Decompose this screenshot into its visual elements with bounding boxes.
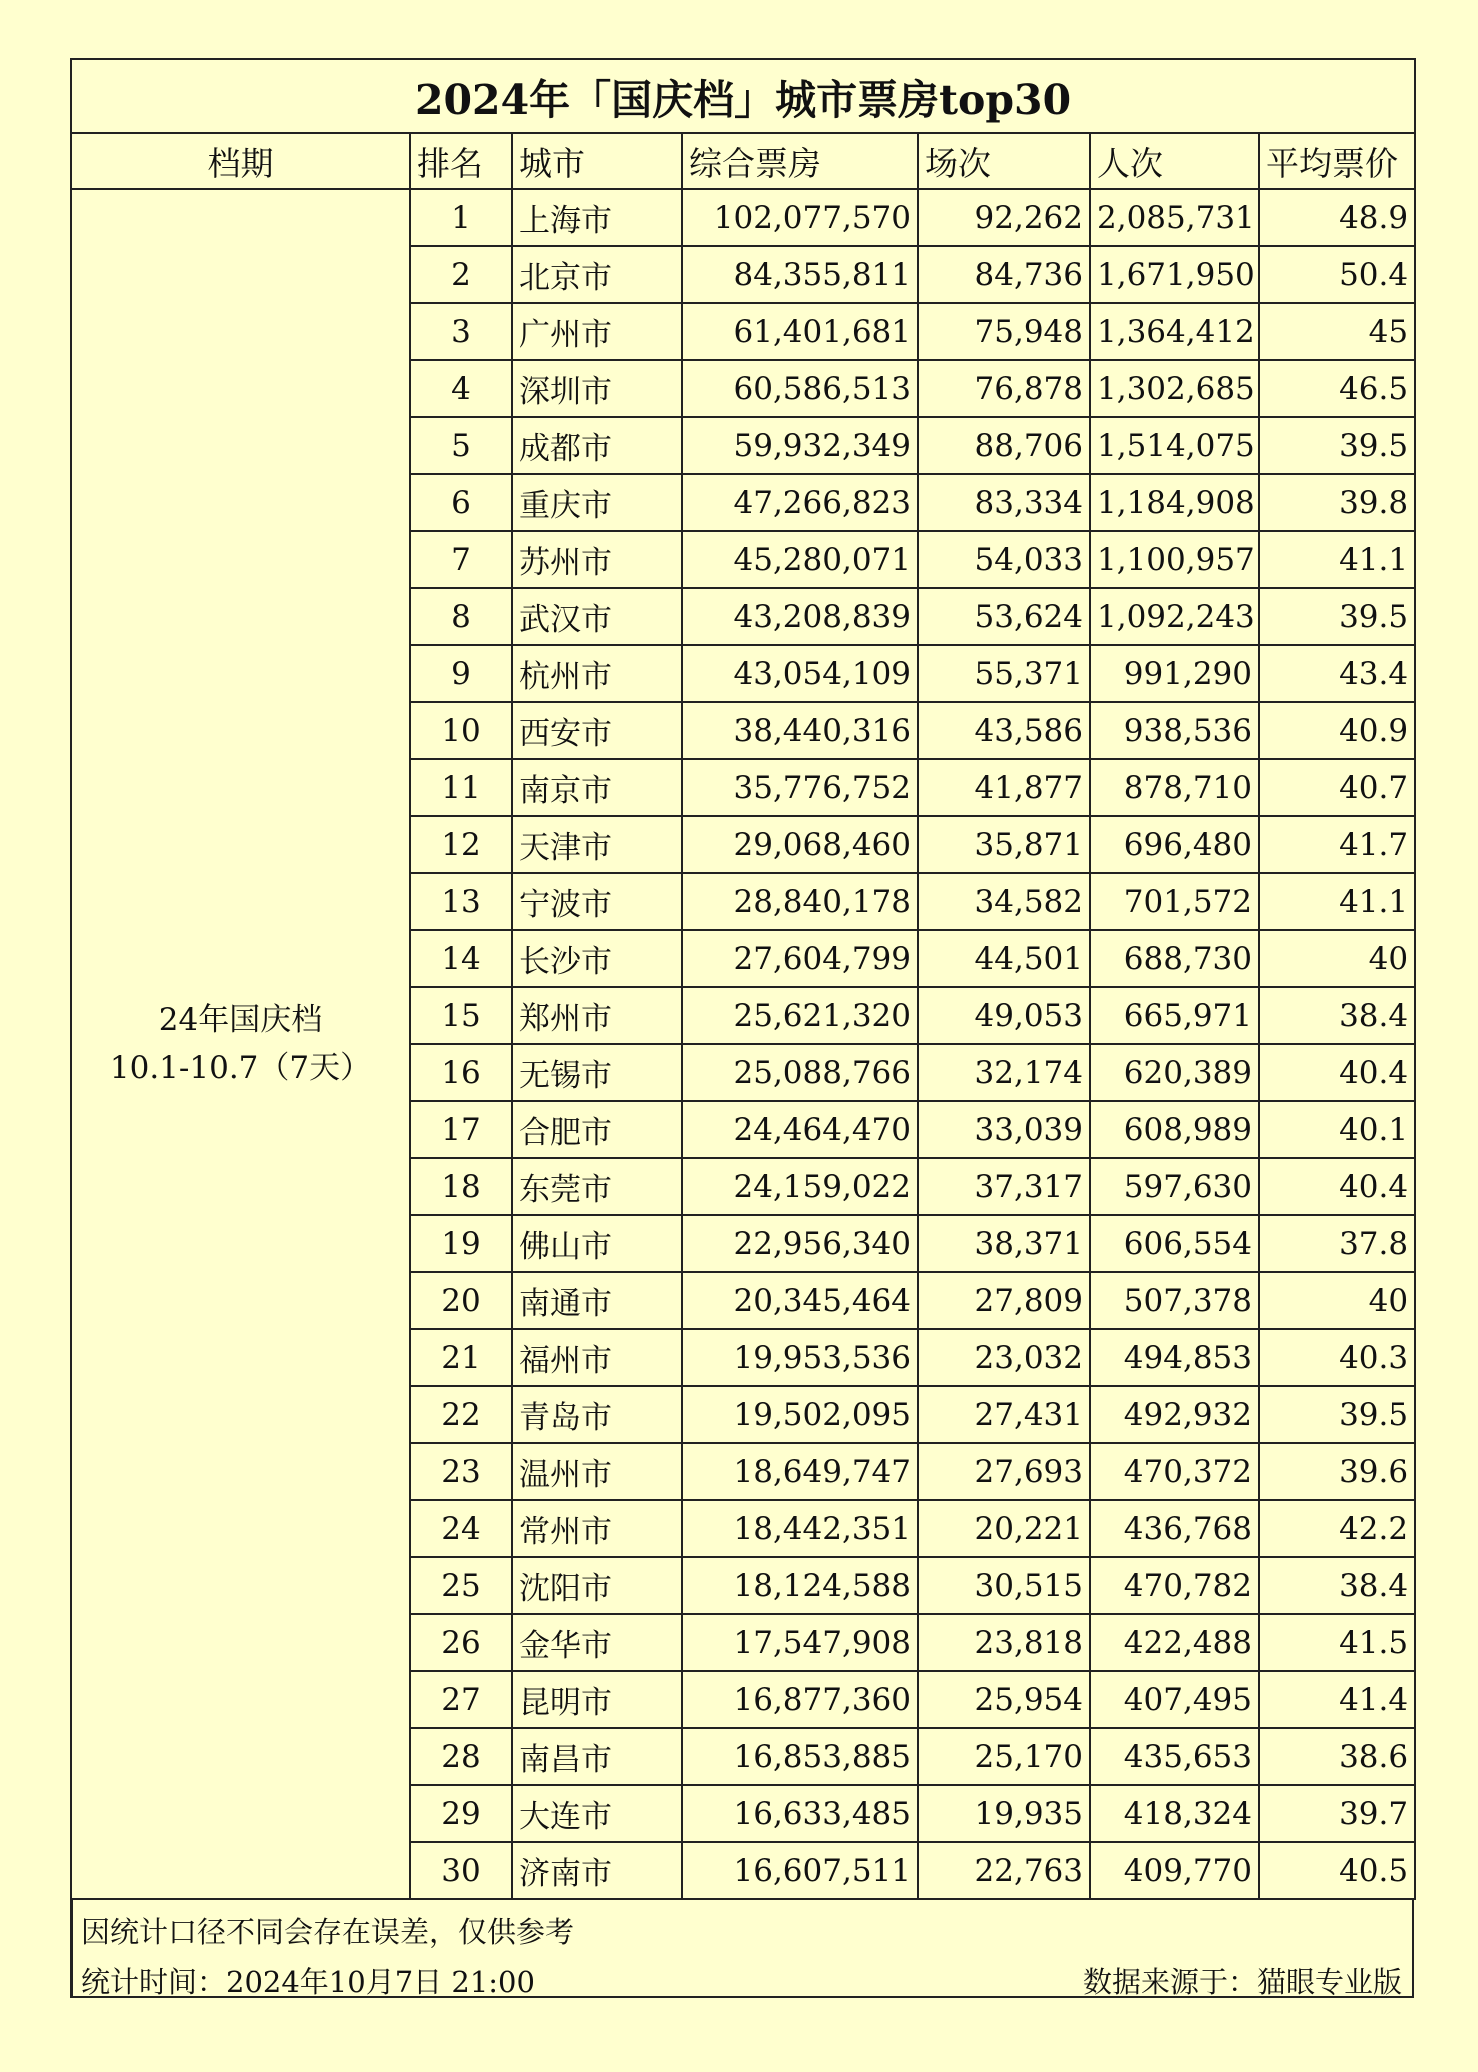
shows-cell: 83,334 — [918, 474, 1090, 531]
header-row — [71, 133, 1415, 189]
rank-cell: 1 — [410, 189, 512, 246]
box-office-cell: 47,266,823 — [682, 474, 918, 531]
box-office-cell: 24,464,470 — [682, 1101, 918, 1158]
box-office-cell: 29,068,460 — [682, 816, 918, 873]
shows-cell: 49,053 — [918, 987, 1090, 1044]
rank-cell: 21 — [410, 1329, 512, 1386]
rank-cell: 2 — [410, 246, 512, 303]
rank-cell: 22 — [410, 1386, 512, 1443]
rank-cell: 26 — [410, 1614, 512, 1671]
admissions-cell: 1,514,075 — [1090, 417, 1259, 474]
rank-cell: 11 — [410, 759, 512, 816]
footer-stat-time: 统计时间：2024年10月7日 21:00 — [81, 1965, 535, 1999]
shows-cell: 76,878 — [918, 360, 1090, 417]
box-office-cell: 20,345,464 — [682, 1272, 918, 1329]
city-cell: 重庆市 — [512, 474, 682, 531]
box-office-table — [70, 58, 1416, 1900]
rank-cell: 28 — [410, 1728, 512, 1785]
admissions-cell: 1,302,685 — [1090, 360, 1259, 417]
city-cell: 常州市 — [512, 1500, 682, 1557]
box-office-cell: 18,649,747 — [682, 1443, 918, 1500]
admissions-cell: 938,536 — [1090, 702, 1259, 759]
shows-cell: 55,371 — [918, 645, 1090, 702]
period-name: 24年国庆档 — [158, 1002, 323, 1038]
shows-cell: 20,221 — [918, 1500, 1090, 1557]
admissions-cell: 470,782 — [1090, 1557, 1259, 1614]
city-cell: 成都市 — [512, 417, 682, 474]
rank-cell: 16 — [410, 1044, 512, 1101]
shows-cell: 53,624 — [918, 588, 1090, 645]
rank-cell: 27 — [410, 1671, 512, 1728]
rank-cell: 13 — [410, 873, 512, 930]
admissions-cell: 409,770 — [1090, 1842, 1259, 1899]
box-office-cell: 60,586,513 — [682, 360, 918, 417]
admissions-cell: 470,372 — [1090, 1443, 1259, 1500]
admissions-cell: 688,730 — [1090, 930, 1259, 987]
box-office-sheet — [70, 58, 1414, 1998]
period-cell — [71, 189, 410, 1899]
admissions-cell: 418,324 — [1090, 1785, 1259, 1842]
avg-price-cell: 48.9 — [1259, 189, 1415, 246]
admissions-cell: 991,290 — [1090, 645, 1259, 702]
rank-cell: 20 — [410, 1272, 512, 1329]
header-city: 城市 — [512, 133, 682, 189]
box-office-cell: 18,442,351 — [682, 1500, 918, 1557]
shows-cell: 23,032 — [918, 1329, 1090, 1386]
avg-price-cell: 40.4 — [1259, 1044, 1415, 1101]
city-cell: 无锡市 — [512, 1044, 682, 1101]
shows-cell: 84,736 — [918, 246, 1090, 303]
city-cell: 深圳市 — [512, 360, 682, 417]
rank-cell: 14 — [410, 930, 512, 987]
avg-price-cell: 41.4 — [1259, 1671, 1415, 1728]
city-cell: 济南市 — [512, 1842, 682, 1899]
shows-cell: 22,763 — [918, 1842, 1090, 1899]
shows-cell: 92,262 — [918, 189, 1090, 246]
rank-cell: 3 — [410, 303, 512, 360]
box-office-cell: 24,159,022 — [682, 1158, 918, 1215]
period-dates: 10.1-10.7（7天） — [109, 1050, 372, 1086]
avg-price-cell: 43.4 — [1259, 645, 1415, 702]
admissions-cell: 701,572 — [1090, 873, 1259, 930]
page-title: 2024年「国庆档」城市票房top30 — [71, 59, 1415, 133]
header-period: 档期 — [71, 133, 410, 189]
avg-price-cell: 42.2 — [1259, 1500, 1415, 1557]
avg-price-cell: 40.7 — [1259, 759, 1415, 816]
rank-cell: 4 — [410, 360, 512, 417]
box-office-cell: 45,280,071 — [682, 531, 918, 588]
avg-price-cell: 41.5 — [1259, 1614, 1415, 1671]
shows-cell: 43,586 — [918, 702, 1090, 759]
shows-cell: 41,877 — [918, 759, 1090, 816]
box-office-cell: 25,088,766 — [682, 1044, 918, 1101]
shows-cell: 25,954 — [918, 1671, 1090, 1728]
footer-source: 数据来源于：猫眼专业版 — [1082, 1965, 1402, 1999]
city-cell: 温州市 — [512, 1443, 682, 1500]
city-cell: 西安市 — [512, 702, 682, 759]
admissions-cell: 494,853 — [1090, 1329, 1259, 1386]
shows-cell: 44,501 — [918, 930, 1090, 987]
city-cell: 昆明市 — [512, 1671, 682, 1728]
footer-note: 因统计口径不同会存在误差，仅供参考 — [81, 1915, 575, 1949]
avg-price-cell: 46.5 — [1259, 360, 1415, 417]
avg-price-cell: 50.4 — [1259, 246, 1415, 303]
city-cell: 东莞市 — [512, 1158, 682, 1215]
admissions-cell: 1,092,243 — [1090, 588, 1259, 645]
avg-price-cell: 38.4 — [1259, 1557, 1415, 1614]
header-shows: 场次 — [918, 133, 1090, 189]
city-cell: 佛山市 — [512, 1215, 682, 1272]
box-office-cell: 18,124,588 — [682, 1557, 918, 1614]
box-office-cell: 59,932,349 — [682, 417, 918, 474]
avg-price-cell: 40.3 — [1259, 1329, 1415, 1386]
city-cell: 长沙市 — [512, 930, 682, 987]
shows-cell: 25,170 — [918, 1728, 1090, 1785]
box-office-cell: 16,607,511 — [682, 1842, 918, 1899]
shows-cell: 37,317 — [918, 1158, 1090, 1215]
box-office-cell: 43,208,839 — [682, 588, 918, 645]
avg-price-cell: 41.7 — [1259, 816, 1415, 873]
admissions-cell: 436,768 — [1090, 1500, 1259, 1557]
shows-cell: 27,431 — [918, 1386, 1090, 1443]
rank-cell: 6 — [410, 474, 512, 531]
admissions-cell: 407,495 — [1090, 1671, 1259, 1728]
city-cell: 郑州市 — [512, 987, 682, 1044]
avg-price-cell: 39.5 — [1259, 417, 1415, 474]
avg-price-cell: 40 — [1259, 930, 1415, 987]
header-avg-price: 平均票价 — [1259, 133, 1415, 189]
city-cell: 宁波市 — [512, 873, 682, 930]
avg-price-cell: 41.1 — [1259, 531, 1415, 588]
admissions-cell: 492,932 — [1090, 1386, 1259, 1443]
avg-price-cell: 40 — [1259, 1272, 1415, 1329]
box-office-cell: 16,853,885 — [682, 1728, 918, 1785]
city-cell: 武汉市 — [512, 588, 682, 645]
shows-cell: 30,515 — [918, 1557, 1090, 1614]
admissions-cell: 608,989 — [1090, 1101, 1259, 1158]
avg-price-cell: 45 — [1259, 303, 1415, 360]
shows-cell: 32,174 — [918, 1044, 1090, 1101]
box-office-cell: 84,355,811 — [682, 246, 918, 303]
box-office-cell: 28,840,178 — [682, 873, 918, 930]
avg-price-cell: 39.8 — [1259, 474, 1415, 531]
city-cell: 上海市 — [512, 189, 682, 246]
admissions-cell: 665,971 — [1090, 987, 1259, 1044]
rank-cell: 23 — [410, 1443, 512, 1500]
rank-cell: 25 — [410, 1557, 512, 1614]
city-cell: 广州市 — [512, 303, 682, 360]
box-office-cell: 16,877,360 — [682, 1671, 918, 1728]
admissions-cell: 507,378 — [1090, 1272, 1259, 1329]
admissions-cell: 606,554 — [1090, 1215, 1259, 1272]
shows-cell: 54,033 — [918, 531, 1090, 588]
table-body — [71, 189, 1415, 1899]
rank-cell: 12 — [410, 816, 512, 873]
avg-price-cell: 39.6 — [1259, 1443, 1415, 1500]
admissions-cell: 1,364,412 — [1090, 303, 1259, 360]
admissions-cell: 696,480 — [1090, 816, 1259, 873]
shows-cell: 19,935 — [918, 1785, 1090, 1842]
admissions-cell: 620,389 — [1090, 1044, 1259, 1101]
rank-cell: 19 — [410, 1215, 512, 1272]
shows-cell: 38,371 — [918, 1215, 1090, 1272]
shows-cell: 34,582 — [918, 873, 1090, 930]
city-cell: 苏州市 — [512, 531, 682, 588]
avg-price-cell: 40.5 — [1259, 1842, 1415, 1899]
avg-price-cell: 41.1 — [1259, 873, 1415, 930]
rank-cell: 8 — [410, 588, 512, 645]
rank-cell: 9 — [410, 645, 512, 702]
box-office-cell: 61,401,681 — [682, 303, 918, 360]
box-office-cell: 19,502,095 — [682, 1386, 918, 1443]
footer — [70, 1900, 1414, 1998]
rank-cell: 15 — [410, 987, 512, 1044]
header-rank: 排名 — [410, 133, 512, 189]
avg-price-cell: 40.1 — [1259, 1101, 1415, 1158]
box-office-cell: 27,604,799 — [682, 930, 918, 987]
city-cell: 天津市 — [512, 816, 682, 873]
admissions-cell: 1,100,957 — [1090, 531, 1259, 588]
avg-price-cell: 40.4 — [1259, 1158, 1415, 1215]
avg-price-cell: 37.8 — [1259, 1215, 1415, 1272]
city-cell: 北京市 — [512, 246, 682, 303]
city-cell: 合肥市 — [512, 1101, 682, 1158]
shows-cell: 33,039 — [918, 1101, 1090, 1158]
rank-cell: 7 — [410, 531, 512, 588]
box-office-cell: 25,621,320 — [682, 987, 918, 1044]
table-row — [71, 189, 1415, 246]
box-office-cell: 102,077,570 — [682, 189, 918, 246]
avg-price-cell: 39.5 — [1259, 588, 1415, 645]
shows-cell: 75,948 — [918, 303, 1090, 360]
box-office-cell: 16,633,485 — [682, 1785, 918, 1842]
box-office-cell: 38,440,316 — [682, 702, 918, 759]
rank-cell: 29 — [410, 1785, 512, 1842]
admissions-cell: 1,671,950 — [1090, 246, 1259, 303]
avg-price-cell: 38.6 — [1259, 1728, 1415, 1785]
avg-price-cell: 40.9 — [1259, 702, 1415, 759]
rank-cell: 24 — [410, 1500, 512, 1557]
city-cell: 南通市 — [512, 1272, 682, 1329]
shows-cell: 88,706 — [918, 417, 1090, 474]
city-cell: 杭州市 — [512, 645, 682, 702]
box-office-cell: 19,953,536 — [682, 1329, 918, 1386]
avg-price-cell: 39.7 — [1259, 1785, 1415, 1842]
city-cell: 金华市 — [512, 1614, 682, 1671]
rank-cell: 5 — [410, 417, 512, 474]
admissions-cell: 435,653 — [1090, 1728, 1259, 1785]
rank-cell: 10 — [410, 702, 512, 759]
shows-cell: 27,809 — [918, 1272, 1090, 1329]
city-cell: 南昌市 — [512, 1728, 682, 1785]
avg-price-cell: 38.4 — [1259, 987, 1415, 1044]
rank-cell: 17 — [410, 1101, 512, 1158]
city-cell: 福州市 — [512, 1329, 682, 1386]
admissions-cell: 878,710 — [1090, 759, 1259, 816]
city-cell: 沈阳市 — [512, 1557, 682, 1614]
avg-price-cell: 39.5 — [1259, 1386, 1415, 1443]
box-office-cell: 17,547,908 — [682, 1614, 918, 1671]
city-cell: 大连市 — [512, 1785, 682, 1842]
box-office-cell: 43,054,109 — [682, 645, 918, 702]
rank-cell: 18 — [410, 1158, 512, 1215]
admissions-cell: 2,085,731 — [1090, 189, 1259, 246]
city-cell: 青岛市 — [512, 1386, 682, 1443]
box-office-cell: 22,956,340 — [682, 1215, 918, 1272]
header-box-office: 综合票房 — [682, 133, 918, 189]
city-cell: 南京市 — [512, 759, 682, 816]
box-office-cell: 35,776,752 — [682, 759, 918, 816]
shows-cell: 35,871 — [918, 816, 1090, 873]
header-admissions: 人次 — [1090, 133, 1259, 189]
admissions-cell: 422,488 — [1090, 1614, 1259, 1671]
rank-cell: 30 — [410, 1842, 512, 1899]
admissions-cell: 597,630 — [1090, 1158, 1259, 1215]
admissions-cell: 1,184,908 — [1090, 474, 1259, 531]
shows-cell: 23,818 — [918, 1614, 1090, 1671]
shows-cell: 27,693 — [918, 1443, 1090, 1500]
